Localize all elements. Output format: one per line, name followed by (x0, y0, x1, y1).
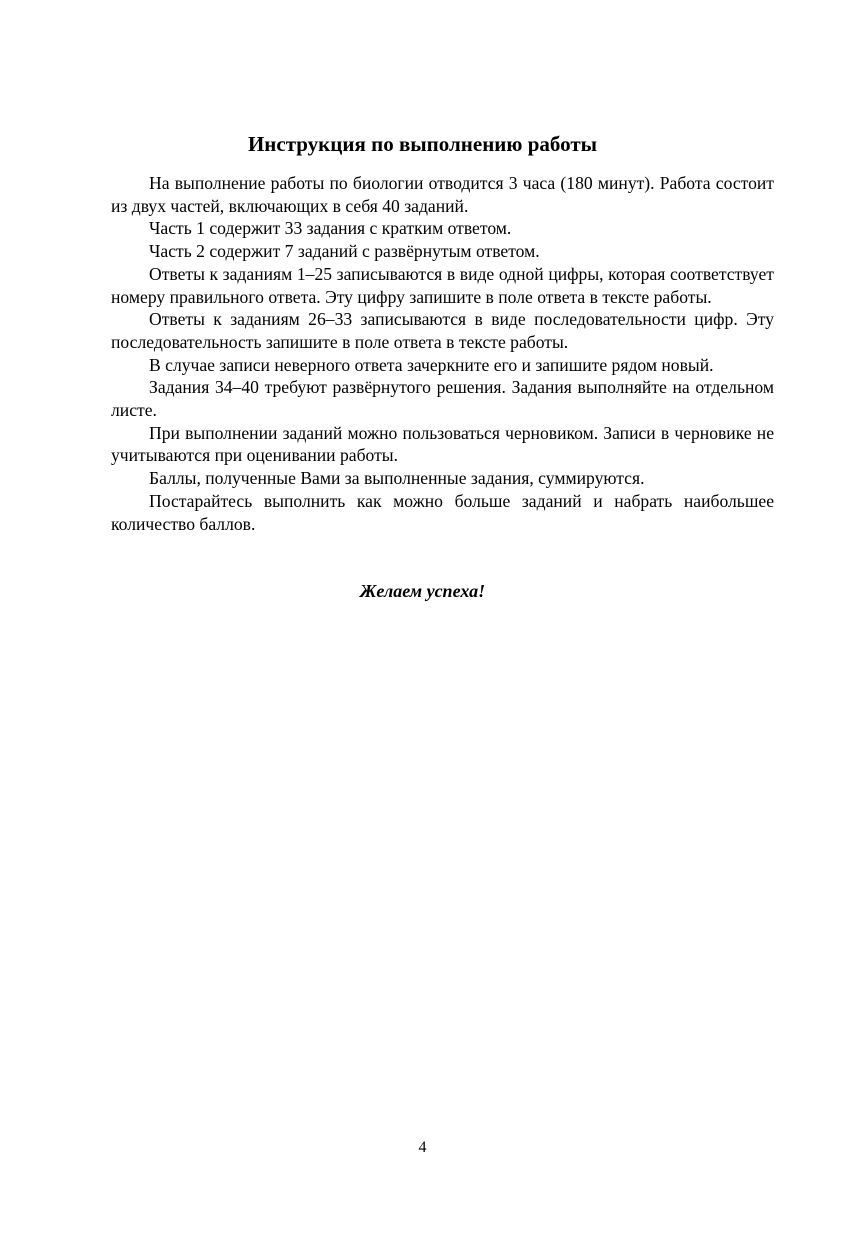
paragraph-scoring: Баллы, полученные Вами за выполненные задания, суммируются. (149, 468, 645, 489)
paragraph-tasks-34-40: Задания 34–40 требуют развёрнутого решения. Задания выполняйте на отдельном листе. (111, 377, 774, 421)
paragraph-encouragement: Постарайтесь выполнить как можно больше заданий и набрать наибольшее количество баллов. (111, 490, 774, 534)
paragraph-answers-1-25: Ответы к заданиям 1–25 записываются в виде одной цифры, которая соответствует номеру правильного ответа. Эту цифру запишите в поле ответа в тексте работы. (111, 263, 774, 307)
page-number: 4 (418, 1139, 427, 1156)
closing-wish: Желаем успеха! (359, 581, 486, 601)
instruction-body (111, 172, 774, 535)
paragraph-part-1: Часть 1 содержит 33 задания с кратким ответом. (149, 218, 512, 239)
paragraph-answers-26-33: Ответы к заданиям 26–33 записываются в виде последовательности цифр. Эту последовательность запишите в поле ответа в тексте работы. (111, 309, 774, 352)
page-title: Инструкция по выполнению работы (247, 132, 598, 156)
paragraph-time-and-structure: На выполнение работы по биологии отводится 3 часа (180 минут). Работа состоит из двух частей, включающих в себя 40 заданий. (111, 173, 774, 216)
paragraph-draft: При выполнении заданий можно пользоваться черновиком. Записи в черновике не учитываются при оценивании работы. (111, 422, 774, 466)
paragraph-correction: В случае записи неверного ответа зачеркните его и запишите рядом новый. (149, 354, 714, 375)
paragraph-part-2: Часть 2 содержит 7 заданий с развёрнутым ответом. (149, 241, 540, 262)
